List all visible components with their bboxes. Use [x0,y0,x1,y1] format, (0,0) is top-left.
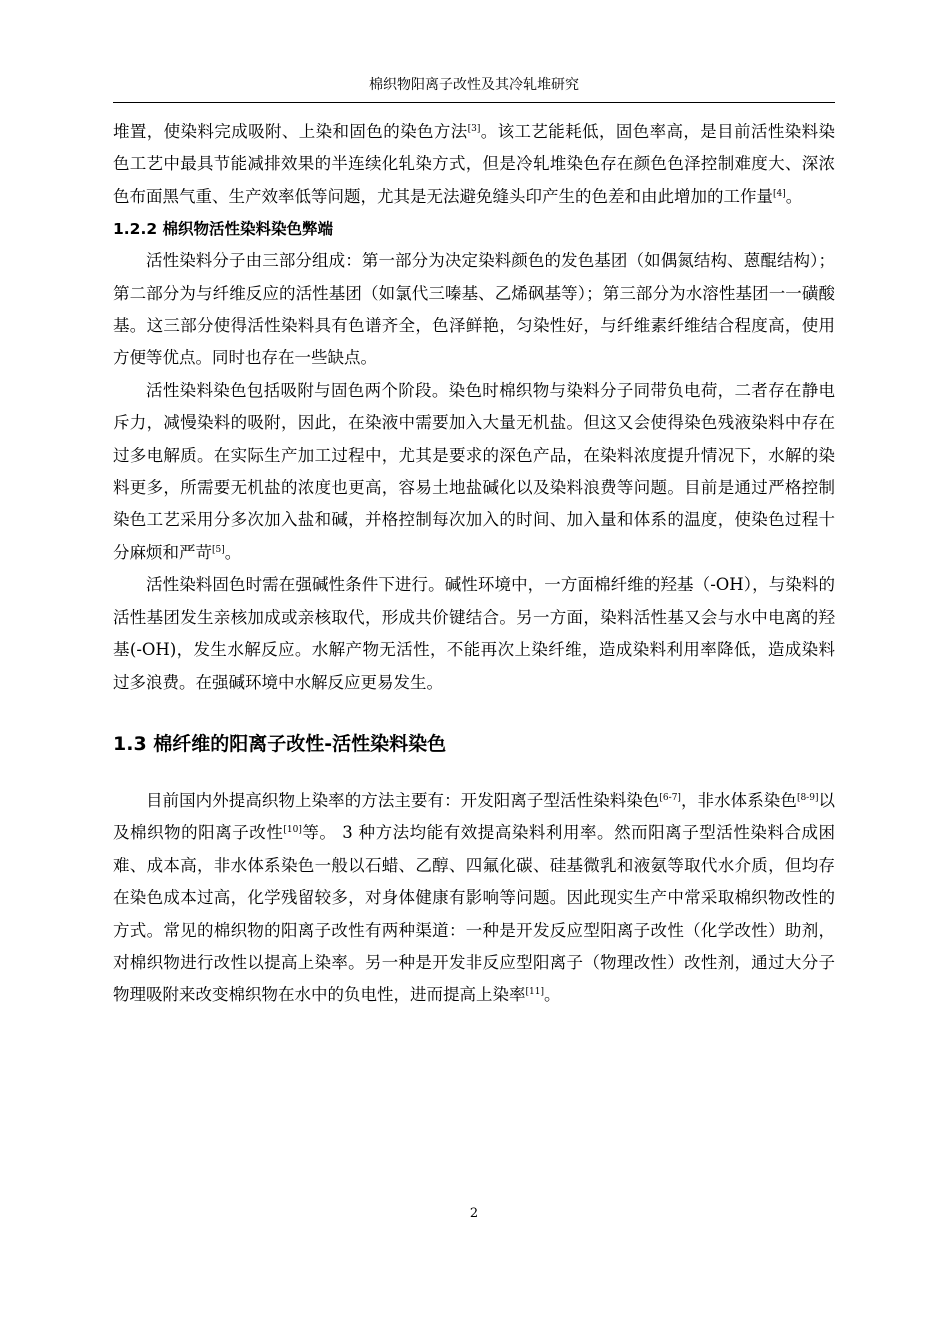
paragraph-3 [113,375,835,569]
paragraph-text: 堆置，使染料完成吸附、上染和固色的染色方法 [113,122,468,141]
citation: [8-9] [796,792,819,803]
paragraph-text: 。 [543,985,561,1005]
paragraph-1 [113,116,835,213]
paragraph-5 [113,785,835,1012]
paragraph-text: 等。 3 种方法均能有效提高染料利用率。然而阳离子型活性染料合成困难、成本高，非水体系染色一般以石蜡、乙醇、四氟化碳、硅基微乳和液氨等取代水介质，但均存在染色成本过高，化学残留较多，对身体健康有影响等问题。因此现实生产中常采取棉织物改性的方式。常见的棉织物的阳离子改性有两种渠道：一种是开发反应型阳离子改性（化学改性）助剂，对棉织物进行改性以提高上染率。另一种是开发非反应型阳离子（物理改性）改性剂，通过大分子物理吸附来改变棉织物在水中的负电性，进而提高上染率 [113,823,836,1005]
citation: [11] [525,987,544,998]
citation: [3] [467,124,481,134]
paragraph-text: 目前国内外提高织物上染率的方法主要有：开发阳离子型活性染料染色 [146,790,660,810]
paragraph-text: 活性染料染色包括吸附与固色两个阶段。染色时棉织物与染料分子同带负电荷，二者存在静电斥力，减慢染料的吸附，因此，在染液中需要加入大量无机盐。但这又会使得染色残液染料中存在过多电解质。在实际生产加工过程中，尤其是要求的深色产品，在染料浓度提升情况下，水解的染料更多，所需要无机盐的浓度也更高，容易土地盐碱化以及染料浪费等问题。目前是通过严格控制染色工艺采用分多次加入盐和碱，并格控制每次加入的时间、加入量和体系的温度，使染色过程十分麻烦和严苛 [113,380,835,562]
paragraph-text: 。 [785,186,803,206]
citation: [5] [212,544,225,555]
paragraph-2: 活性染料分子由三部分组成：第一部分为决定染料颜色的发色基团（如偶氮结构、蒽醌结构）；第二部分为与纤维反应的活性基团（如氯代三嗪基、乙烯砜基等）；第三部分为水溶性基团一一磺酸基。这三部分使得活性染料具有色谱齐全，色泽鲜艳，匀染性好，与纤维素纤维结合程度高，使用方便等优点。同时也存在一些缺点。 [113,251,835,368]
section-heading-1-2-2: 1.2.2 棉织物活性染料染色弊端 [113,220,334,239]
page-body [113,116,835,1012]
paragraph-text: 以及棉织物的阳离子改性 [113,790,836,843]
paragraph-text: 。该工艺能耗低，固色率高，是目前活性染料染色工艺中最具节能减排效果的半连续化轧染方式，但是冷轧堆染色存在颜色色泽控制难度大、深浓色布面黑气重、生产效率低等问题，尤其是无法避免缝头印产生的色差和由此增加的工作量 [113,122,836,206]
paragraph-text: ，非水体系染色 [680,790,797,810]
header-rule [113,102,835,103]
paragraph-4: 活性染料固色时需在强碱性条件下进行。碱性环境中，一方面棉纤维的羟基（-OH），与染料的活性基团发生亲核加成或亲核取代，形成共价键结合。另一方面，染料活性基又会与水中电离的羟基(-OH)，发生水解反应。水解产物无活性，不能再次上染纤维，造成染料利用率降低，造成染料过多浪费。在强碱环境中水解反应更易发生。 [113,575,835,692]
citation: [6-7] [659,792,681,803]
running-header: 棉织物阳离子改性及其冷轧堆研究 [369,77,579,93]
section-heading-1-3: 1.3 棉纤维的阳离子改性-活性染料染色 [113,732,447,755]
citation: [10] [283,825,302,836]
citation: [4] [773,188,786,199]
paragraph-text: 。 [224,542,242,562]
page-number: 2 [469,1206,479,1221]
